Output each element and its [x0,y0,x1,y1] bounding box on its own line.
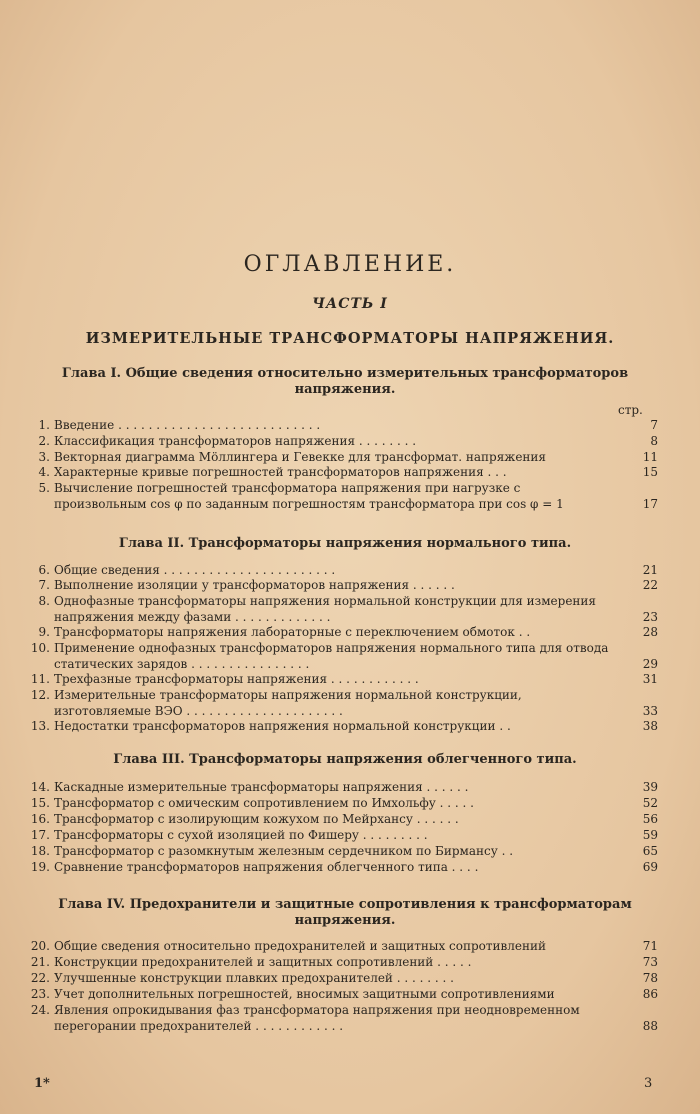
entry-text: Трансформатор с изолирующим кожухом по Мейрхансу . . . . . . [54,812,459,826]
toc-entry [28,434,658,450]
entry-number: 3. [38,450,50,464]
entry-number: 21. [30,955,50,969]
toc-entry [28,939,658,955]
entry-text: Классификация трансформаторов напряжения . . . . . . . . [54,434,417,448]
toc-entry [28,563,658,579]
part-heading: ЧАСТЬ I [312,296,388,312]
entry-page: 38 [642,719,658,733]
entry-number: 1. [38,418,50,432]
entry-page: 17 [642,496,658,511]
toc-entry [28,688,658,719]
toc-entry [28,465,658,481]
entry-text: Явления опрокидывания фаз трансформатора напряжения при неодновременном перегорании предохранителей . . . . . . . . . . . . [54,1003,580,1033]
toc-entry [28,971,658,987]
toc-entry [28,844,658,860]
entry-text: Трансформатор с разомкнутым железным сердечником по Бирмансу . . [54,844,514,858]
entry-text: Трансформаторы с сухой изоляцией по Фишеру . . . . . . . . . [54,828,428,842]
toc-entry [28,780,658,796]
entry-text: Выполнение изоляции у трансформаторов напряжения . . . . . . [54,578,455,592]
toc-entry [28,1003,658,1034]
entry-page: 31 [642,672,658,686]
entry-page: 56 [642,812,658,826]
chapter-1-title: Глава I. Общие сведения относительно измерительных трансформаторов напряжения. [61,366,629,397]
toc-entry [28,955,658,971]
entry-text: Векторная диаграмма Мöллингера и Гевекке для трансформат. напряжения [54,450,546,464]
entry-text: Введение . . . . . . . . . . . . . . . . . . . . . . . . . . . [54,418,321,432]
entry-page: 59 [642,828,658,842]
entry-page: 7 [650,418,658,432]
toc-entry [28,812,658,828]
entry-page: 65 [642,844,658,858]
entry-page: 23 [642,609,658,624]
entry-text: Характерные кривые погрешностей трансформаторов напряжения . . . [54,465,507,479]
entry-text: Однофазные трансформаторы напряжения нормальной конструкции для измерения напряжения между фазами . . . . . . . . . . . . . [54,594,596,624]
entry-text: Вычисление погрешностей трансформатора напряжения при нагрузке с произвольным cos φ по заданным погрешностям трансформатора при cos φ = 1 [54,481,564,511]
entry-number: 17. [30,828,50,842]
printer-signature: 1* [34,1076,50,1091]
toc-entry [28,481,658,512]
entry-page: 15 [642,465,658,479]
entry-number: 15. [30,796,50,810]
toc-entry [28,450,658,466]
entry-number: 22. [30,971,50,985]
entry-text: Трансформаторы напряжения лабораторные с переключением обмоток . . [54,625,531,639]
entry-page: 69 [642,860,658,874]
toc-title: ОГЛАВЛЕНИЕ. [243,252,457,277]
entry-number: 4. [38,465,50,479]
entry-number: 18. [30,844,50,858]
toc-entry [28,719,658,735]
entry-page: 78 [642,971,658,985]
entry-text: Каскадные измерительные трансформаторы напряжения . . . . . . [54,780,469,794]
entry-page: 88 [642,1018,658,1033]
entry-number: 2. [38,434,50,448]
entry-page: 33 [642,703,658,718]
entry-page: 86 [642,987,658,1001]
entry-number: 19. [30,860,50,874]
toc-entry [28,418,658,434]
toc-entry [28,641,658,672]
toc-entry [28,987,658,1003]
toc-entry [28,578,658,594]
entry-page: 8 [650,434,658,448]
entry-number: 23. [30,987,50,1001]
entry-number: 12. [30,688,50,702]
entry-text: Сравнение трансформаторов напряжения облегченного типа . . . . [54,860,479,874]
entry-text: Трансформатор с омическим сопротивлением по Имхольфу . . . . . [54,796,474,810]
entry-text: Улучшенные конструкции плавких предохранителей . . . . . . . . [54,971,454,985]
entry-text: Учет дополнительных погрешностей, вносимых защитными сопротивлениями [54,987,555,1001]
entry-number: 7. [38,578,50,592]
entry-number: 20. [30,939,50,953]
entry-number: 6. [38,563,50,577]
entry-number: 14. [30,780,50,794]
entry-page: 21 [642,563,658,577]
entry-number: 10. [30,641,50,655]
entry-page: 11 [642,450,658,464]
entry-page: 29 [642,656,658,671]
toc-entry [28,828,658,844]
toc-entry [28,625,658,641]
entry-text: Трехфазные трансформаторы напряжения . . . . . . . . . . . . [54,672,419,686]
entry-page: 71 [642,939,658,953]
entry-page: 22 [642,578,658,592]
chapter-4-title: Глава IV. Предохранители и защитные сопротивления к трансформаторам напряжения. [58,897,632,928]
entry-text: Конструкции предохранителей и защитных сопротивлений . . . . . [54,955,472,969]
entry-number: 9. [38,625,50,639]
entry-number: 13. [30,719,50,733]
entry-text: Недостатки трансформаторов напряжения нормальной конструкции . . [54,719,511,733]
toc-entry [28,796,658,812]
toc-entry [28,860,658,876]
entry-number: 8. [38,594,50,608]
chapter-3-title: Глава III. Трансформаторы напряжения облегченного типа. [113,752,577,767]
entry-text: Применение однофазных трансформаторов напряжения нормального типа для отвода статических зарядов . . . . . . . . . . . . . . . . [54,641,609,671]
page-number: 3 [644,1076,653,1091]
entry-text: Общие сведения . . . . . . . . . . . . . . . . . . . . . . . [54,563,336,577]
entry-text: Измерительные трансформаторы напряжения нормальной конструкции, изготовляемые ВЭО . . . . . . . . . . . . . . . . . . . . . [54,688,522,718]
entry-number: 16. [30,812,50,826]
toc-entry [28,594,658,625]
entry-page: 73 [642,955,658,969]
entry-page: 28 [642,625,658,639]
entry-number: 24. [30,1003,50,1017]
entry-text: Общие сведения относительно предохранителей и защитных сопротивлений [54,939,546,953]
page-column-label: стр. [618,403,643,417]
section-heading: ИЗМЕРИТЕЛЬНЫЕ ТРАНСФОРМАТОРЫ НАПРЯЖЕНИЯ. [85,330,615,347]
entry-number: 11. [30,672,50,686]
entry-page: 52 [642,796,658,810]
chapter-2-title: Глава II. Трансформаторы напряжения нормального типа. [118,536,572,551]
entry-page: 39 [642,780,658,794]
toc-entry [28,672,658,688]
entry-number: 5. [38,481,50,495]
